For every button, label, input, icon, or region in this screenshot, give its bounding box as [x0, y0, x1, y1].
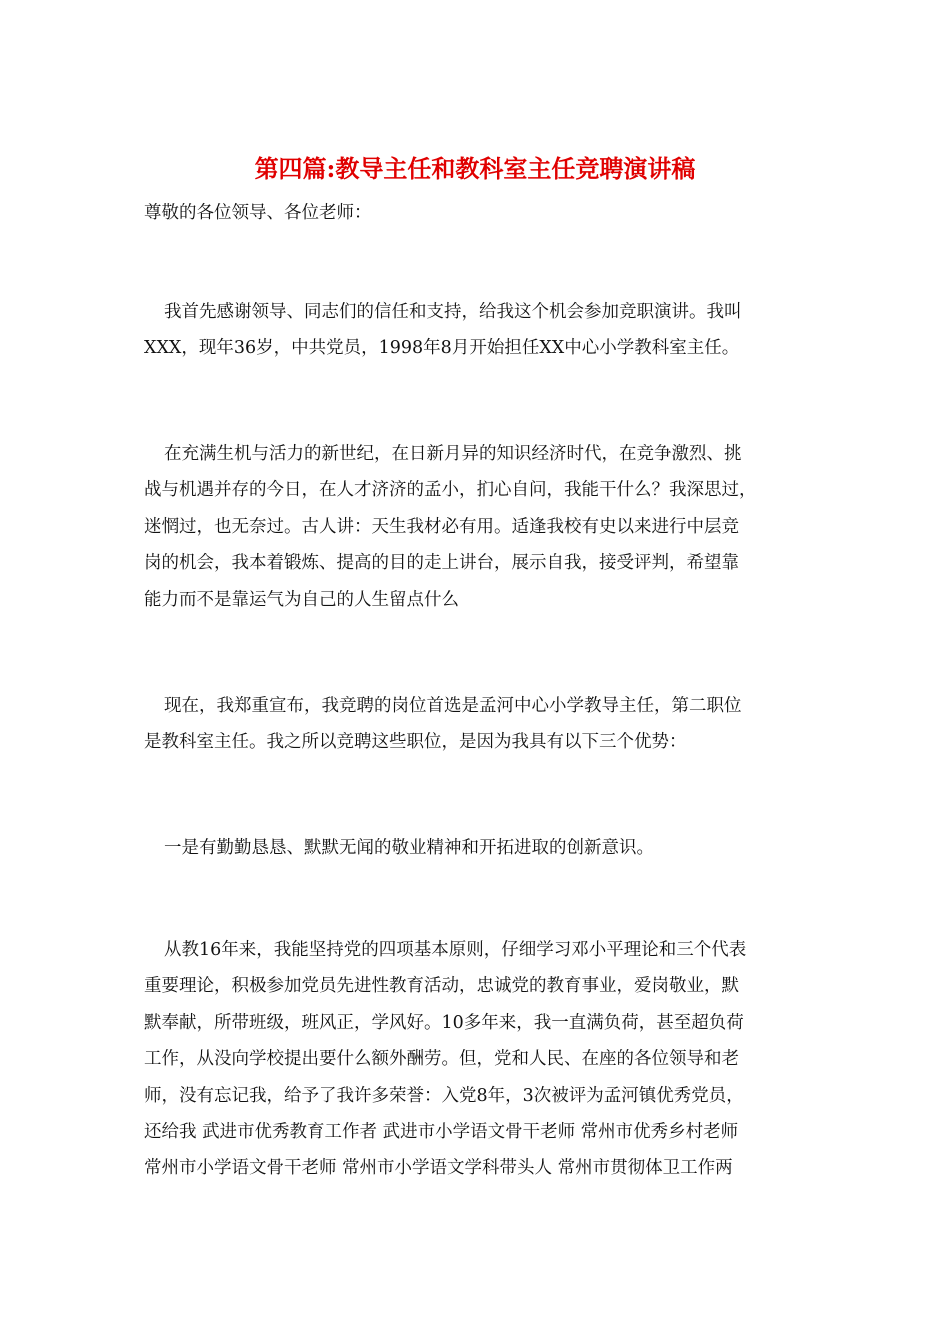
paragraph-2	[144, 436, 808, 618]
document-title: 第四篇:教导主任和教科室主任竞聘演讲稿	[254, 154, 696, 183]
paragraph-1	[144, 294, 808, 367]
paragraph-line: 能力而不是靠运气为自己的人生留点什么	[144, 589, 459, 610]
paragraph-line: 重要理论，积极参加党员先进性教育活动，忠诚党的教育事业，爱岗敬业，默	[144, 976, 739, 997]
paragraph-line: 战与机遇并存的今日，在人才济济的孟小，扪心自问，我能干什么？我深思过，	[144, 480, 757, 501]
salutation	[144, 195, 808, 231]
paragraph-line: 我首先感谢领导、同志们的信任和支持，给我这个机会参加竞职演讲。我叫	[164, 302, 742, 322]
paragraph-line: 岗的机会，我本着锻炼、提高的目的走上讲台，展示自我，接受评判，希望靠	[144, 553, 739, 574]
paragraph-line: 迷惘过，也无奈过。古人讲：天生我材必有用。适逢我校有史以来进行中层竞	[144, 516, 739, 537]
paragraph-line: 在充满生机与活力的新世纪，在日新月异的知识经济时代，在竞争激烈、挑	[164, 444, 742, 464]
paragraph-line: 师，没有忘记我，给予了我许多荣誉：入党8年，3次被评为孟河镇优秀党员，	[144, 1085, 744, 1106]
paragraph-line: 一是有勤勤恳恳、默默无闻的敬业精神和开拓进取的创新意识。	[164, 838, 654, 858]
paragraph-line: 常州市小学语文骨干老师 常州市小学语文学科带头人 常州市贯彻体卫工作两	[144, 1158, 733, 1179]
paragraph-line: 现在，我郑重宣布，我竞聘的岗位首选是孟河中心小学教导主任，第二职位	[164, 696, 742, 716]
paragraph-4	[144, 830, 808, 866]
paragraph-line: 工作，从没向学校提出要什么额外酬劳。但，党和人民、在座的各位领导和老	[144, 1049, 739, 1070]
paragraph-line: XXX，现年36岁，中共党员，1998年8月开始担任XX中心小学教科室主任。	[144, 338, 740, 359]
paragraph-3	[144, 688, 808, 761]
paragraph-line: 从教16年来，我能坚持党的四项基本原则，仔细学习邓小平理论和三个代表	[164, 940, 747, 960]
salutation-text: 尊敬的各位领导、各位老师：	[144, 203, 372, 223]
paragraph-line: 还给我 武进市优秀教育工作者 武进市小学语文骨干老师 常州市优秀乡村老师	[144, 1121, 739, 1142]
paragraph-line: 是教科室主任。我之所以竞聘这些职位，是因为我具有以下三个优势：	[144, 732, 687, 753]
paragraph-line: 默奉献，所带班级，班风正，学风好。10多年来，我一直满负荷，甚至超负荷	[144, 1012, 744, 1033]
paragraph-5	[144, 932, 808, 1187]
